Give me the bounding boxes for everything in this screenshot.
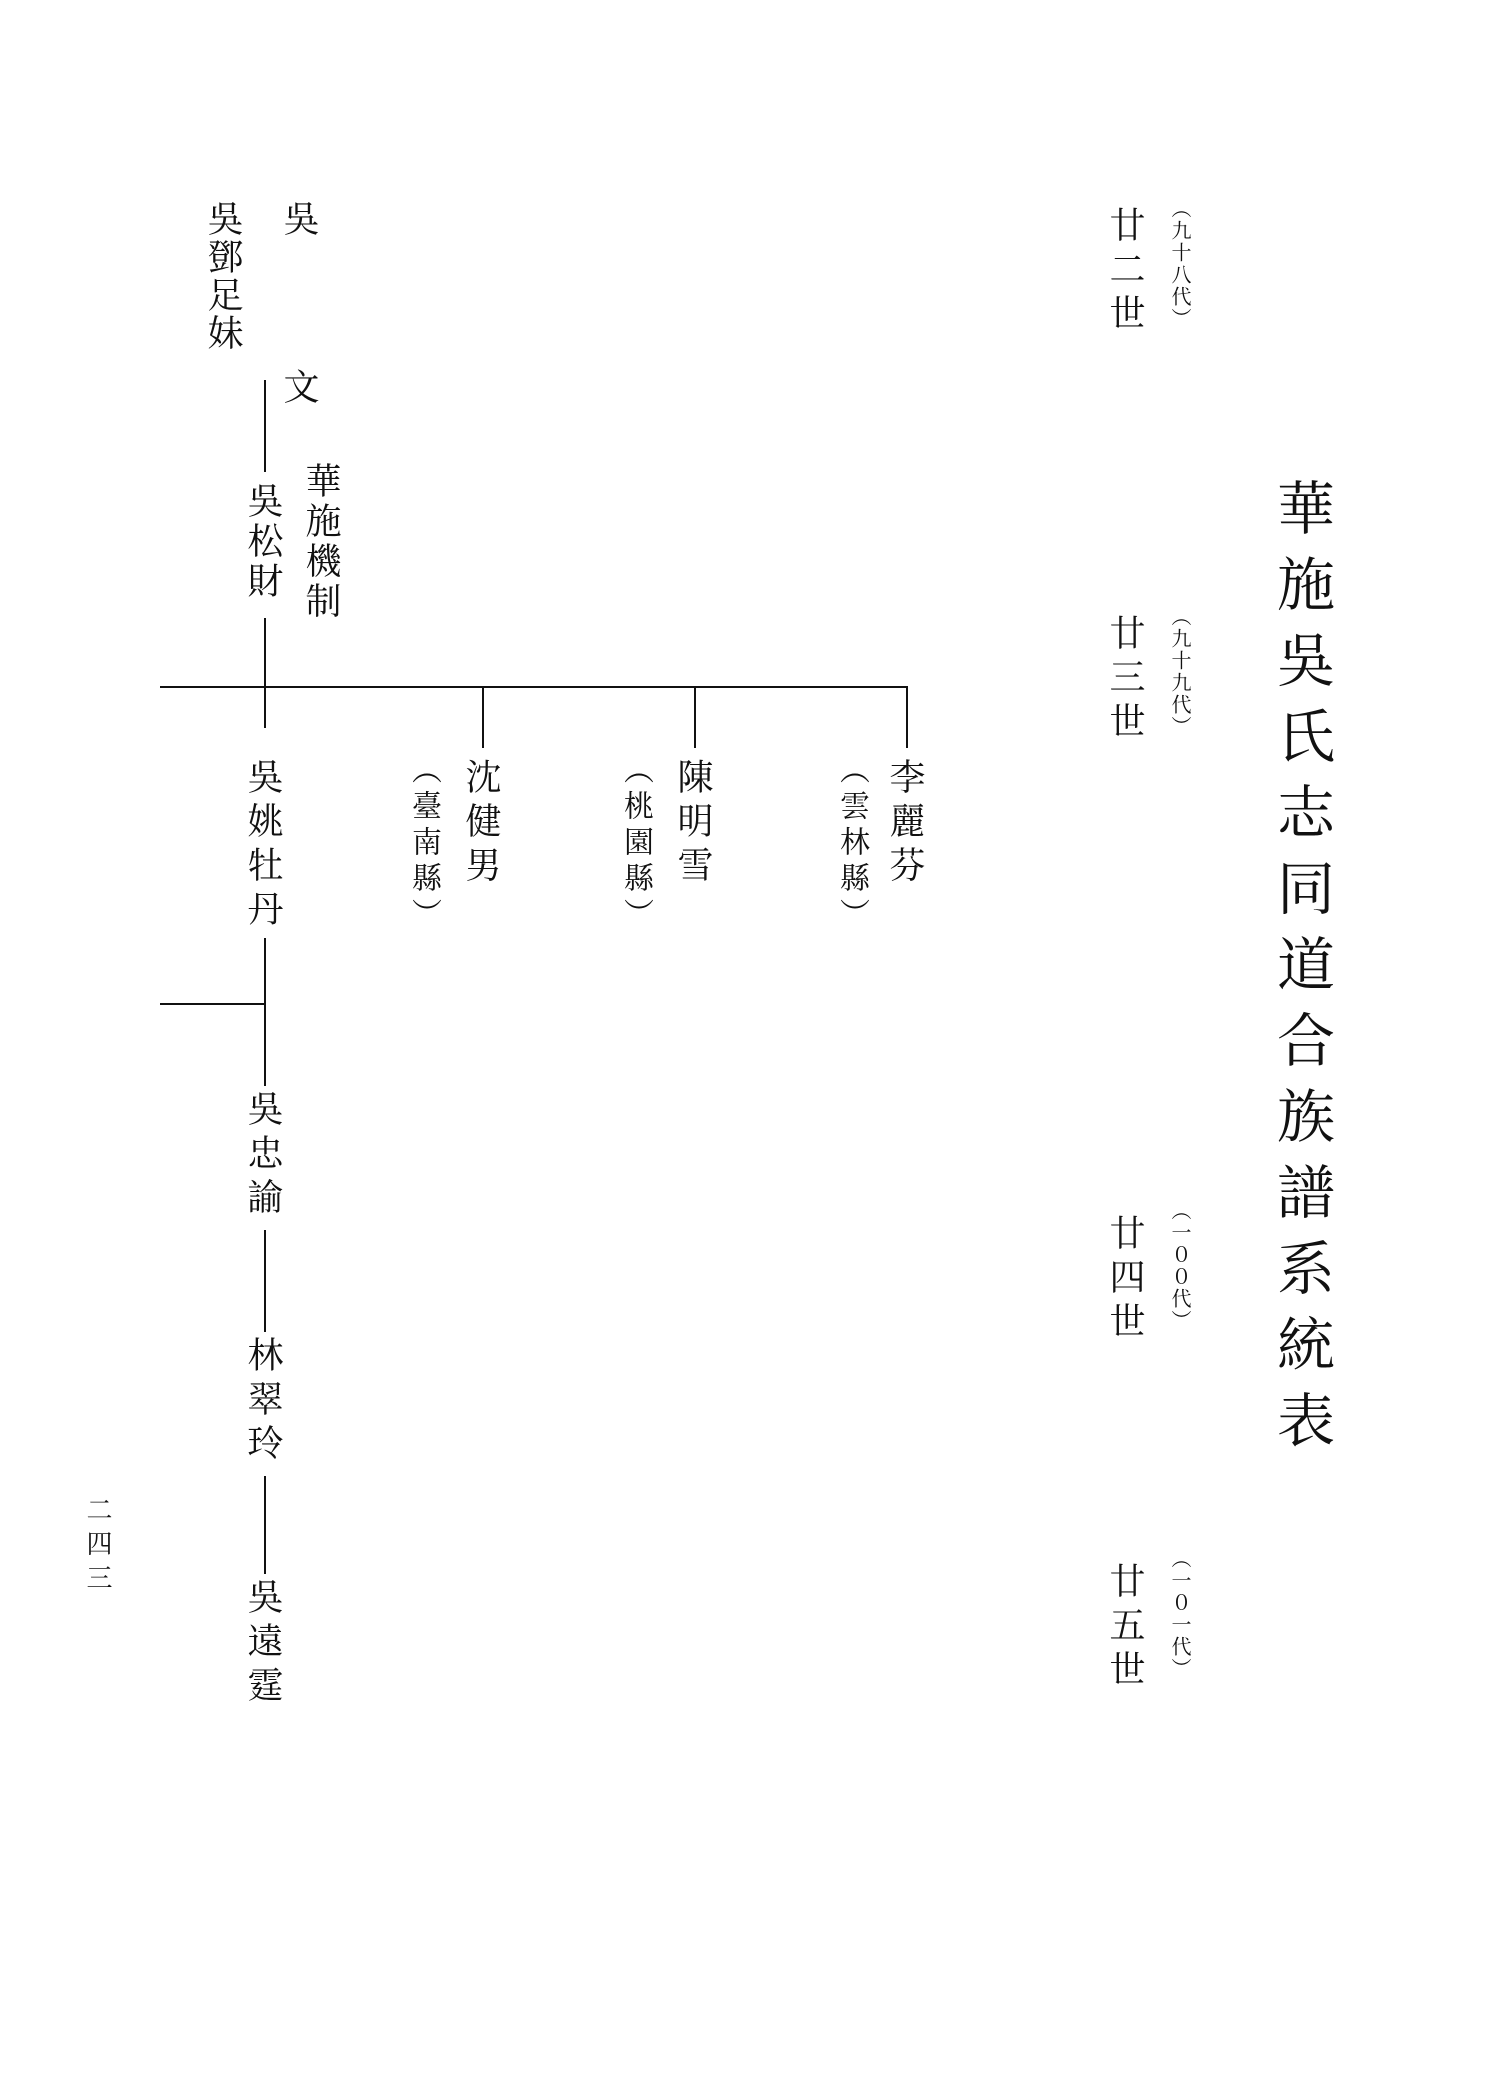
generation-label-23: 廿三世	[1104, 614, 1145, 746]
spouse-location: （臺南縣）	[406, 754, 441, 934]
connector-line	[264, 380, 266, 472]
connector-line	[694, 686, 696, 748]
connector-line	[264, 938, 266, 1086]
generation-sub-24: （一００代）	[1168, 1200, 1192, 1332]
connector-line	[482, 686, 484, 748]
page-title: 華施吳氏志同道合族譜系統表	[1267, 478, 1335, 1466]
spouse-location: （桃園縣）	[618, 754, 653, 934]
connector-line	[160, 686, 908, 688]
connector-line	[264, 618, 266, 728]
connector-line	[264, 1476, 266, 1574]
connector-line	[906, 686, 908, 748]
generation-label-24: 廿四世	[1104, 1214, 1145, 1346]
ancestor-name: 吳 文	[278, 200, 319, 452]
spouse-name: 李麗芬	[884, 758, 925, 890]
grandson-name: 吳遠霆	[242, 1578, 283, 1710]
spouse-location: （雲林縣）	[834, 754, 869, 934]
connector-line	[264, 1230, 266, 1332]
father-note: 華施機制	[300, 462, 341, 622]
son-name: 吳忠諭	[242, 1090, 283, 1222]
generation-sub-23: （九十九代）	[1168, 606, 1192, 738]
father-name: 吳松財	[242, 482, 283, 602]
spouse-name: 沈健男	[460, 758, 501, 890]
mother-name: 吳姚牡丹	[242, 758, 283, 934]
generation-sub-25: （一０一代）	[1168, 1548, 1192, 1680]
generation-sub-22: （九十八代）	[1168, 198, 1192, 330]
spouse-name: 陳明雪	[672, 758, 713, 890]
ancestor-spouse-name: 吳鄧足妹	[202, 200, 243, 352]
page-number: 二四三	[82, 1496, 112, 1598]
son-spouse-name: 林翠玲	[242, 1336, 283, 1468]
generation-label-22: 廿二世	[1104, 206, 1145, 338]
connector-line	[160, 1003, 264, 1005]
generation-label-25: 廿五世	[1104, 1562, 1145, 1694]
